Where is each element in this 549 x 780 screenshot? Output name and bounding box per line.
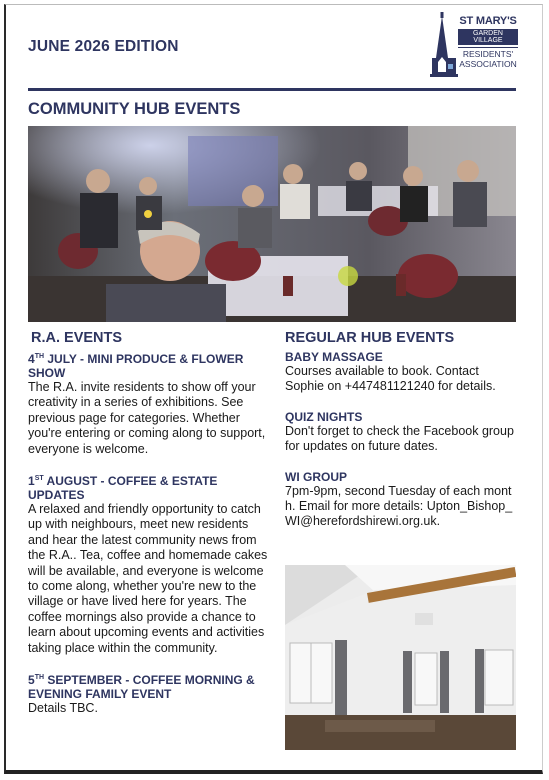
event-body-july: The R.A. invite residents to show off your creativity in a series of exhibitions. See previous page for categories. Whether you're entering or coming along to support, everyone is welcome. — [28, 380, 266, 456]
event-body-baby-massage: Courses available to book. Contact Sophie on +447481121240 for details. — [285, 364, 496, 394]
event-title-rest: JULY - MINI PRODUCE & FLOWER SHOW — [28, 352, 244, 380]
event-body-quiz-nights: Don't forget to check the Facebook group for updates on future dates. — [285, 423, 514, 454]
event-title-rest: AUGUST - COFFEE & ESTATE UPDATES — [28, 474, 218, 503]
logo-wordmark — [458, 16, 518, 68]
event-title-quiz-nights: QUIZ NIGHTS — [285, 409, 363, 424]
event-title-rest: SEPTEMBER - COFFEE MORNING & EVENING FAMILY EVENT — [28, 673, 255, 702]
ra-events-heading: R.A. EVENTS — [31, 330, 123, 346]
event-title-wi-group: WI GROUP — [285, 469, 347, 484]
regular-events-heading: REGULAR HUB EVENTS — [285, 330, 455, 346]
header-divider — [28, 88, 516, 91]
event-day-suffix: TH — [34, 674, 45, 682]
community-dinner-photo — [28, 126, 516, 322]
event-body-wi-group: 7pm-9pm, second Tuesday of each month. Email for more details: Upton_Bishop_WI@herefordshirewi.org.uk. — [285, 483, 513, 529]
event-title-july — [28, 350, 270, 380]
ra-events-column — [28, 330, 270, 717]
event-title-september — [28, 671, 270, 701]
event-body-august: A relaxed and friendly opportunity to catch up with neighbours, meet new residents and hear the latest community news from the R.A.. Tea, coffee and homemade cakes will be available, and everyone is welcome to come along, whether you're new to the village or have lived here for years. The coffee mornings also provide a chance to learn about upcoming events and activities taking place within the community. — [28, 502, 268, 655]
edition-title: JUNE 2026 EDITION — [28, 38, 179, 55]
logo-line-2: GARDEN VILLAGE — [458, 29, 518, 45]
logo-line-1: ST MARY'S — [459, 15, 517, 27]
event-title-august — [28, 472, 270, 502]
event-day-suffix: TH — [34, 353, 45, 360]
event-day: 4 — [28, 352, 35, 366]
regular-events-column — [285, 330, 517, 530]
event-title-baby-massage: BABY MASSAGE — [285, 350, 383, 364]
event-day-suffix: ST — [34, 475, 44, 483]
event-day: 5 — [28, 673, 35, 688]
hub-room-photo — [285, 565, 516, 750]
section-title: COMMUNITY HUB EVENTS — [28, 100, 241, 118]
event-day: 1 — [28, 474, 35, 489]
logo-line-3: RESIDENTS' — [458, 47, 518, 59]
logo-line-4: ASSOCIATION — [459, 58, 517, 69]
event-body-september: Details TBC. — [28, 701, 98, 716]
